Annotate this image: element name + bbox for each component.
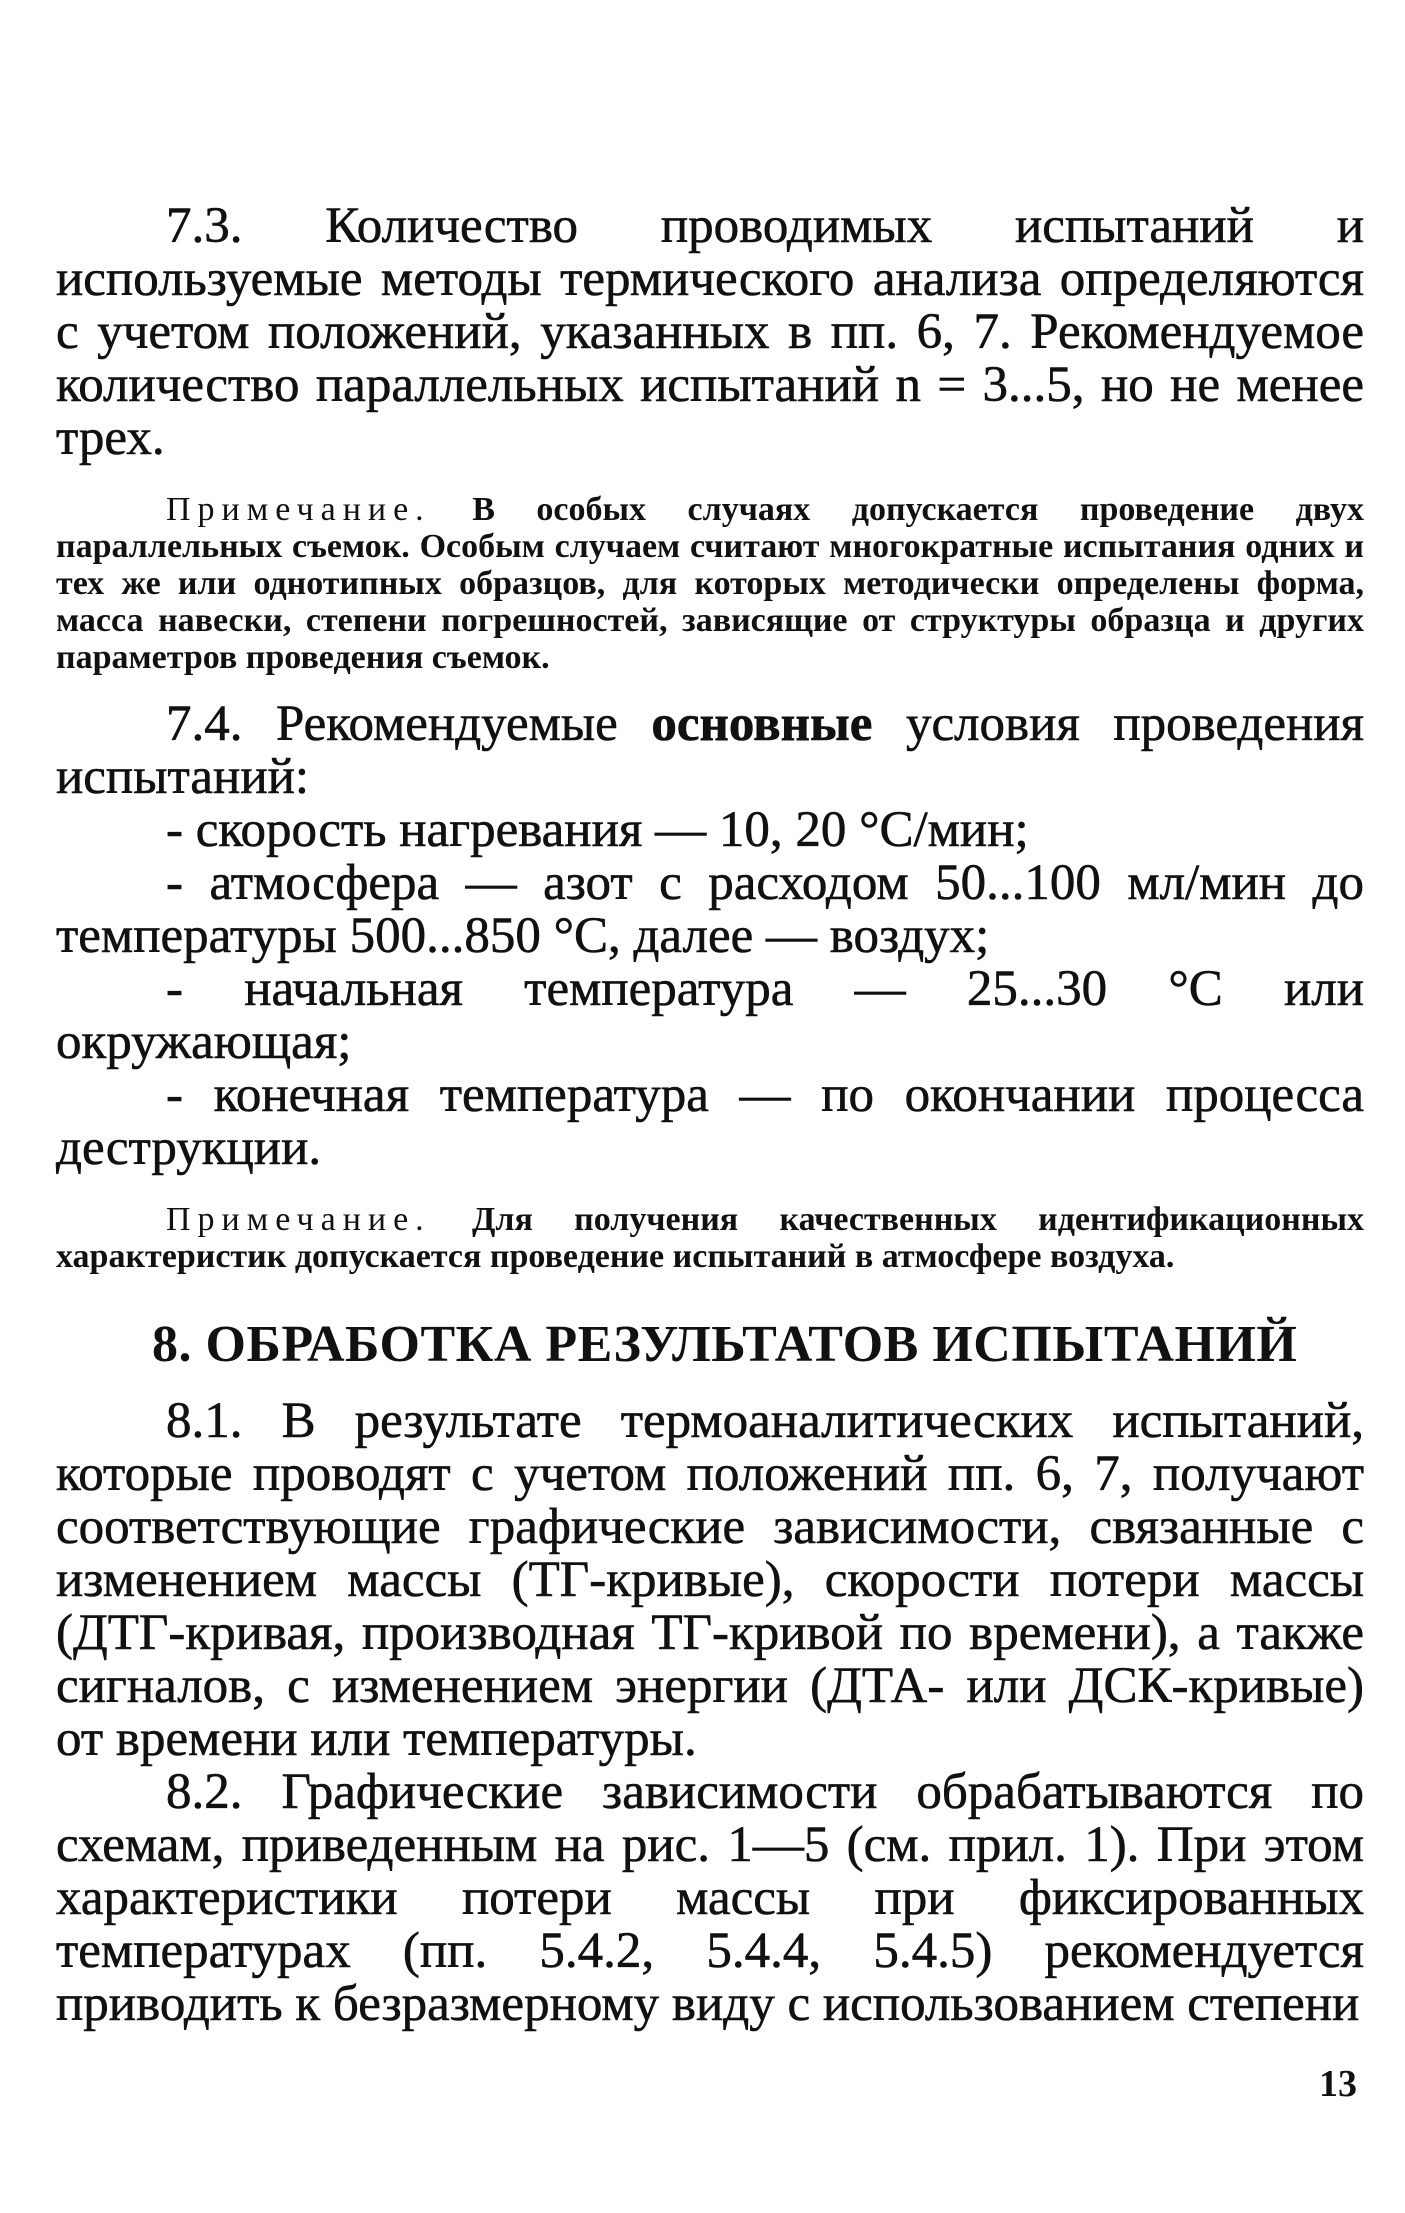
section-8-2: 8.2. Графические зависимости обрабатываются по схемам, приведенным на рис. 1—5 (см. прил. 1). При этом характеристики потери массы при фиксированных температурах (пп. 5.4.2, 5.4.4, 5.4.5) рекомендуется приводить к безразмерному виду с использованием степени <box>56 1764 1364 2032</box>
condition-item: - начальная температура — 25...30 °С или окружающая; <box>56 961 1364 1070</box>
section-heading-8: 8. ОБРАБОТКА РЕЗУЛЬТАТОВ ИСПЫТАНИЙ <box>152 1316 1298 1373</box>
section-7-4-suffix: условия проведения испытаний: <box>56 696 1365 805</box>
note-2-text: Для получения качественных идентификационных характеристик допускается проведение испытаний в атмосфере воздуха. <box>56 1201 1365 1275</box>
note-1-label: Примечание. <box>166 491 431 528</box>
condition-item: - скорость нагревания — 10, 20 °С/мин; <box>166 802 1029 858</box>
page-number: 13 <box>1319 2063 1357 2105</box>
condition-item: - атмосфера — азот с расходом 50...100 мл/мин до температуры 500...850 °С, далее — воздух; <box>56 855 1364 964</box>
note-2-label: Примечание. <box>166 1201 431 1238</box>
section-8-1: 8.1. В результате термоаналитических испытаний, которые проводят с учетом положений пп. 6, 7, получают соответствующие графические зависимости, связанные с изменением массы (ТГ-кривые), скорости потери массы (ДТГ-кривая, производная ТГ-кривой по времени), а также сигналов, с изменением энергии (ДТА- или ДСК-кривые) от времени или температуры. <box>56 1393 1364 1767</box>
section-7-4 <box>56 698 1364 804</box>
note-2 <box>56 1201 1364 1275</box>
section-7-4-prefix: 7.4. Рекомендуемые <box>166 696 618 752</box>
note-1-text: В особых случаях допускается проведение двух параллельных съемок. Особым случаем считают многократные испытания одних и тех же или однотипных образцов, для которых методически определены форма, масса навески, степени погрешностей, зависящие от структуры образца и других параметров проведения съемок. <box>56 491 1364 676</box>
section-7-3: 7.3. Количество проводимых испытаний и используемые методы термического анализа определяются с учетом положений, указанных в пп. 6, 7. Рекомендуемое количество параллельных испытаний n = 3...5, но не менее трех. <box>56 198 1364 466</box>
condition-item: - конечная температура — по окончании процесса деструкции. <box>56 1067 1364 1176</box>
section-7-4-bold: основные <box>651 696 873 752</box>
document-page <box>56 200 1364 2031</box>
note-1 <box>56 491 1364 676</box>
